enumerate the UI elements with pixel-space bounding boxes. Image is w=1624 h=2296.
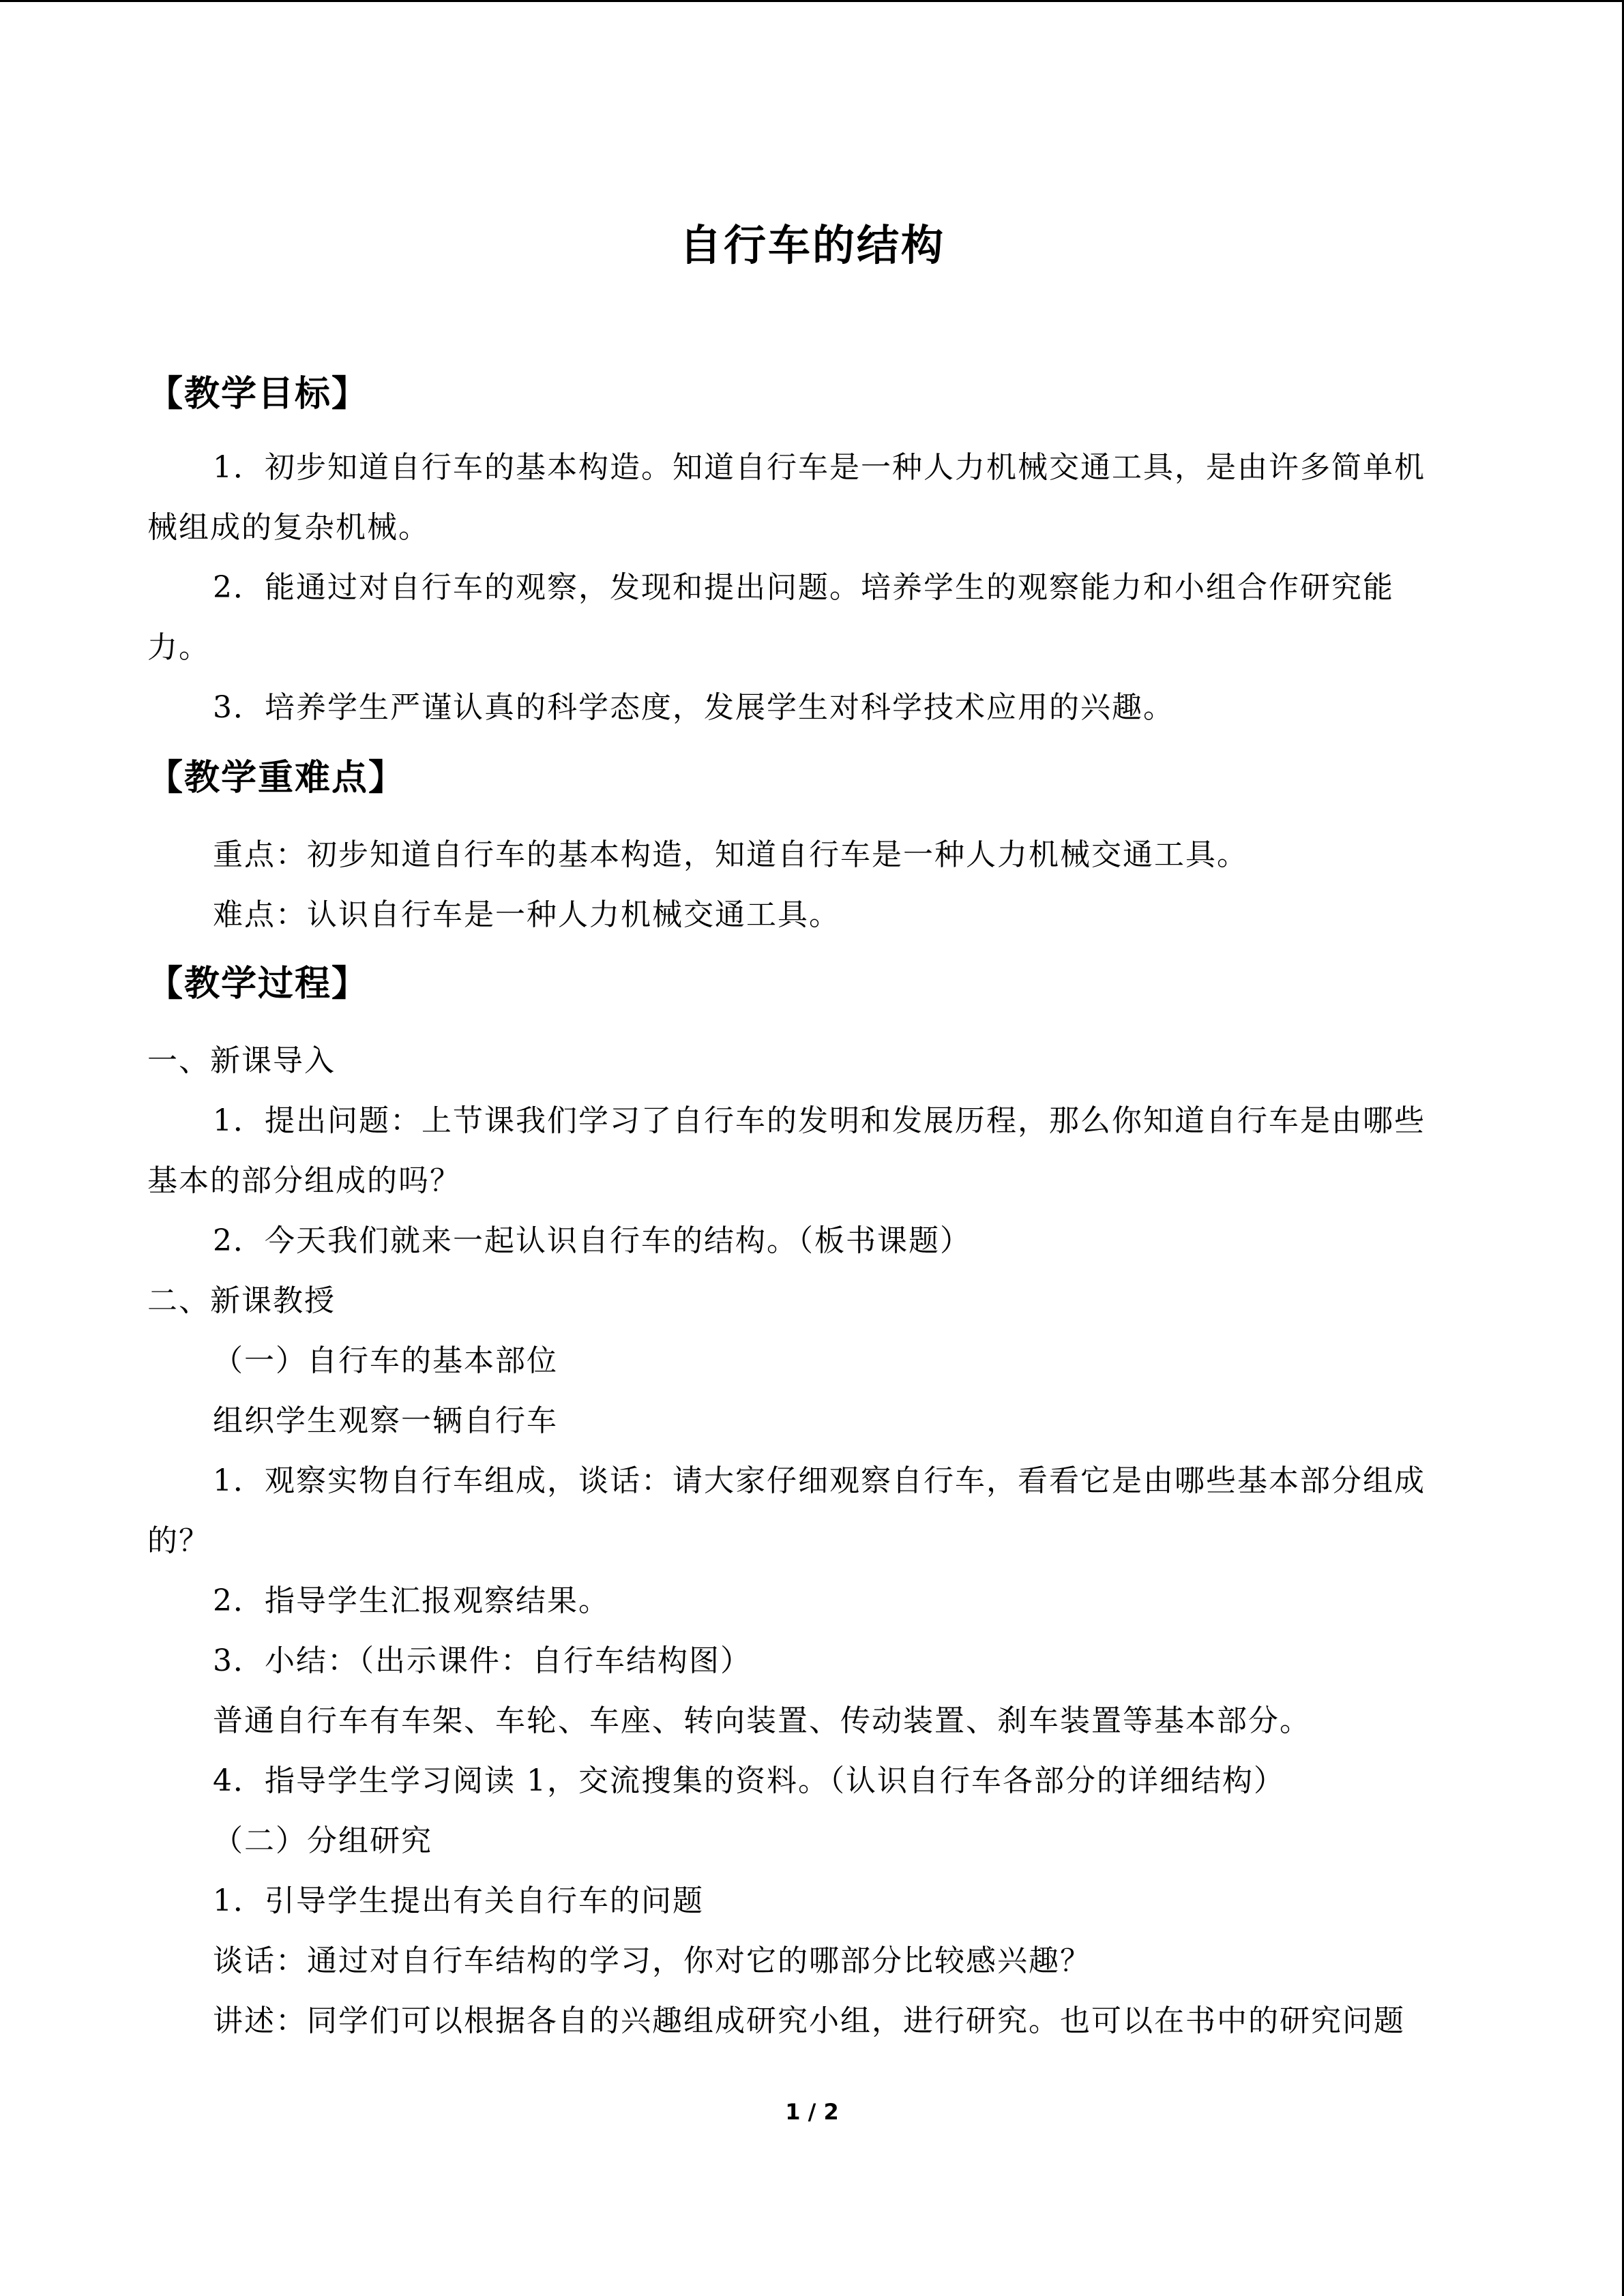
- sub1-item1-line1: 1．观察实物自行车组成，谈话：请大家仔细观察自行车，看看它是由哪些基本部分组成: [213, 1463, 1426, 1498]
- sub2-narrate: 讲述：同学们可以根据各自的兴趣组成研究小组，进行研究。也可以在书中的研究问题: [213, 2003, 1405, 2038]
- sub1-intro: 组织学生观察一辆自行车: [213, 1403, 558, 1438]
- objective-3: 3．培养学生严谨认真的科学态度，发展学生对科学技术应用的兴趣。: [213, 690, 1175, 725]
- sub1-item3: 3．小结：（出示课件：自行车结构图）: [213, 1643, 752, 1678]
- sub1-summary: 普通自行车有车架、车轮、车座、转向装置、传动装置、刹车装置等基本部分。: [213, 1703, 1311, 1738]
- section-new-lesson-intro: 一、新课导入: [147, 1043, 336, 1078]
- sub1-item2: 2．指导学生汇报观察结果。: [213, 1583, 610, 1618]
- heading-process: 【教学过程】: [147, 964, 369, 1004]
- subsection-basic-parts: （一）自行车的基本部位: [213, 1343, 558, 1378]
- objective-1-line2: 械组成的复杂机械。: [147, 510, 430, 545]
- key-point-difficulty: 难点：认识自行车是一种人力机械交通工具。: [213, 897, 840, 932]
- objective-2-line1: 2．能通过对自行车的观察，发现和提出问题。培养学生的观察能力和小组合作研究能: [213, 570, 1394, 605]
- key-point-focus: 重点：初步知道自行车的基本构造，知道自行车是一种人力机械交通工具。: [213, 837, 1248, 872]
- sub1-item4: 4．指导学生学习阅读 1，交流搜集的资料。（认识自行车各部分的详细结构）: [213, 1763, 1285, 1798]
- objective-2-line2: 力。: [147, 630, 210, 665]
- s1-item2: 2．今天我们就来一起认识自行车的结构。（板书课题）: [213, 1223, 971, 1258]
- heading-objectives: 【教学目标】: [147, 374, 369, 415]
- heading-key-points: 【教学重难点】: [147, 758, 406, 799]
- sub1-item1-line2: 的？: [147, 1523, 210, 1558]
- s1-item1-line2: 基本的部分组成的吗？: [147, 1163, 461, 1198]
- sub2-talk: 谈话：通过对自行车结构的学习，你对它的哪部分比较感兴趣？: [213, 1943, 1091, 1978]
- sub2-item1: 1．引导学生提出有关自行车的问题: [213, 1883, 704, 1918]
- objective-1-line1: 1．初步知道自行车的基本构造。知道自行车是一种人力机械交通工具，是由许多简单机: [213, 450, 1426, 485]
- subsection-group-research: （二）分组研究: [213, 1823, 432, 1858]
- s1-item1-line1: 1．提出问题：上节课我们学习了自行车的发明和发展历程，那么你知道自行车是由哪些: [213, 1103, 1426, 1138]
- document-title: 自行车的结构: [679, 220, 945, 270]
- page-number: 1 / 2: [785, 2099, 839, 2125]
- section-new-lesson-teach: 二、新课教授: [147, 1283, 336, 1318]
